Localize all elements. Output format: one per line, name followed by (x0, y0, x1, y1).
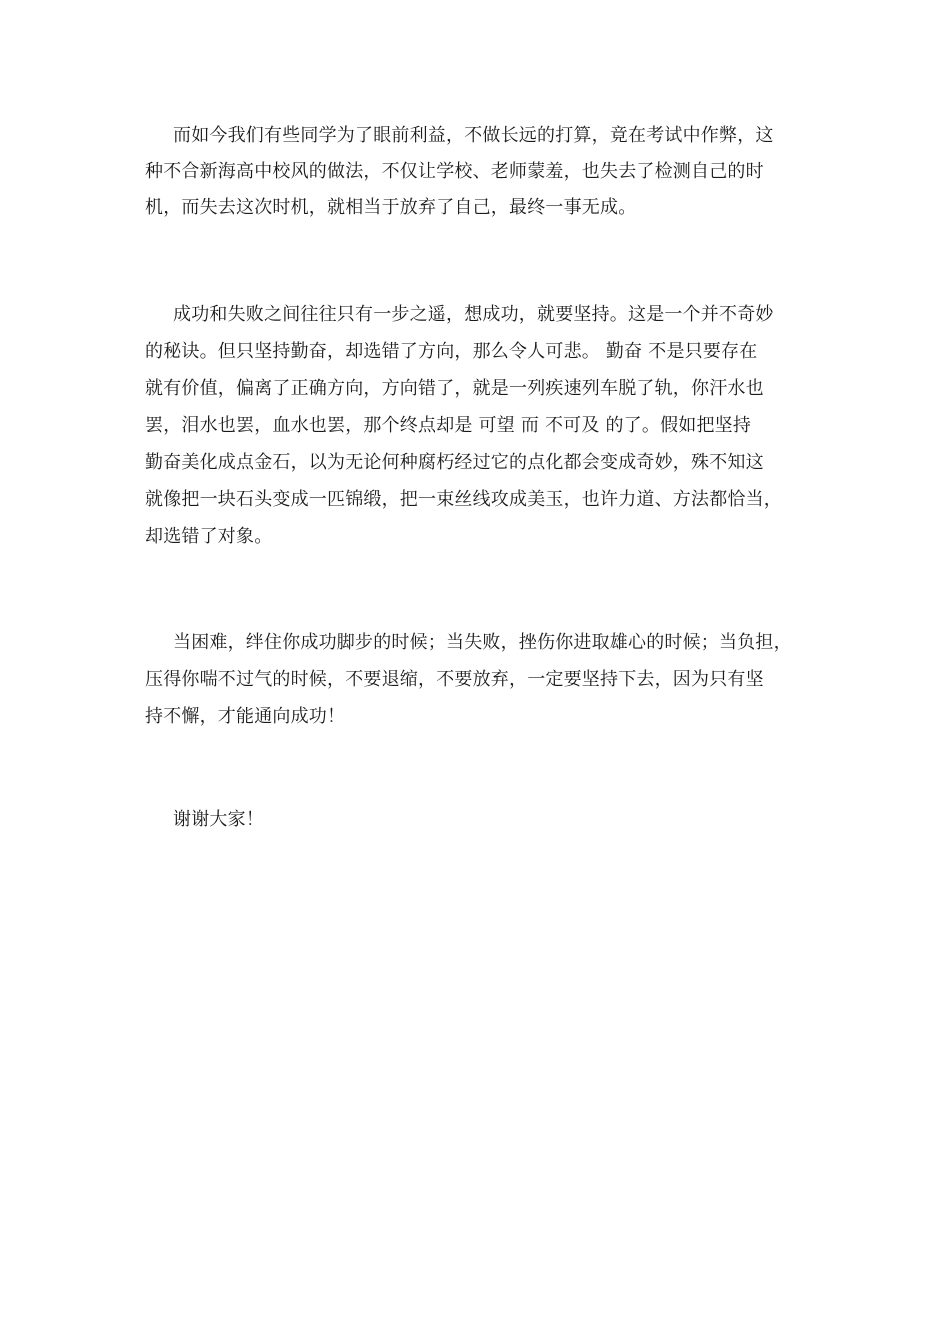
paragraph-line: 就像把一块石头变成一匹锦缎，把一束丝线攻成美玉，也许力道、方法都恰当， (145, 489, 782, 510)
paragraph-line: 却选错了对象。 (145, 526, 273, 547)
paragraph-line: 成功和失败之间往往只有一步之遥，想成功，就要坚持。这是一个并不奇妙 (173, 304, 774, 325)
paragraph-line: 压得你喘不过气的时候，不要退缩，不要放弃，一定要坚持下去，因为只有坚 (145, 669, 764, 690)
closing-line: 谢谢大家！ (173, 809, 264, 830)
paragraph-line: 持不懈，才能通向成功！ (145, 706, 346, 727)
paragraph-line: 就有价值，偏离了正确方向，方向错了，就是一列疾速列车脱了轨，你汗水也 (145, 378, 764, 399)
paragraph-line: 种不合新海高中校风的做法，不仅让学校、老师蒙羞，也失去了检测自己的时 (145, 161, 764, 182)
paragraph-line: 机，而失去这次时机，就相当于放弃了自己，最终一事无成。 (145, 197, 637, 218)
paragraph-line: 的秘诀。但只坚持勤奋，却选错了方向，那么令人可悲。 勤奋 不是只要存在 (145, 341, 758, 362)
paragraph-line: 罢，泪水也罢，血水也罢，那个终点却是 可望 而 不可及 的了。假如把坚持 (145, 415, 752, 436)
paragraph-line: 勤奋美化成点金石，以为无论何种腐朽经过它的点化都会变成奇妙，殊不知这 (145, 452, 764, 473)
paragraph-line: 当困难，绊住你成功脚步的时候；当失败，挫伤你进取雄心的时候；当负担， (173, 632, 792, 653)
paragraph-line: 而如今我们有些同学为了眼前利益，不做长远的打算，竟在考试中作弊，这 (173, 125, 774, 146)
